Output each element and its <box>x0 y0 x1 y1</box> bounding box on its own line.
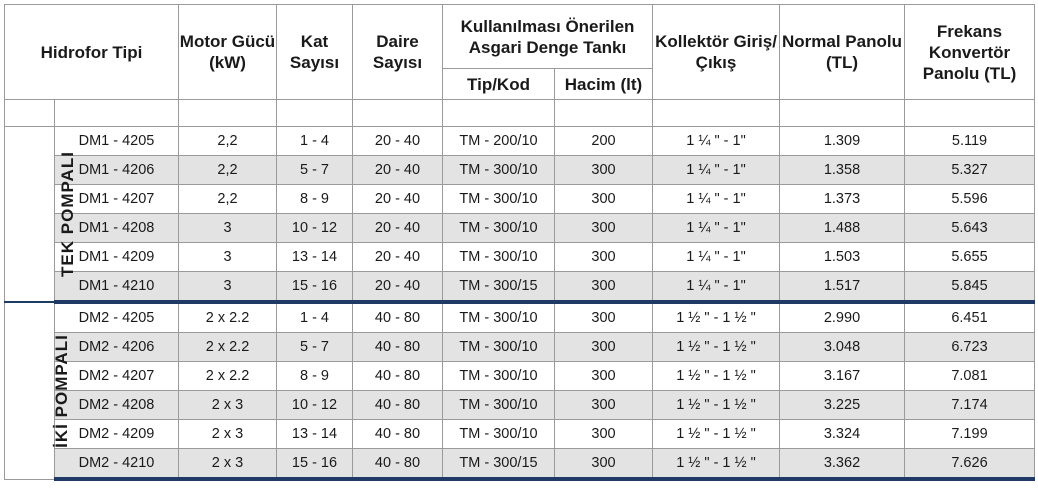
cell-daire: 20 - 40 <box>353 127 443 156</box>
cell-kollektor: 1 ½ " - 1 ½ " <box>653 391 780 420</box>
cell-tank: TM - 300/10 <box>443 362 555 391</box>
header-daire-sayisi: Daire Sayısı <box>353 5 443 100</box>
cell-frekans: 5.327 <box>905 156 1035 185</box>
cell-tip: DM2 - 4208 <box>55 391 179 420</box>
group-label-text: TEK POMPALI <box>57 151 77 277</box>
table-row <box>5 243 1035 272</box>
table-row <box>5 156 1035 185</box>
cell-normal: 3.225 <box>780 391 905 420</box>
cell-kollektor: 1 ½ " - 1 ½ " <box>653 420 780 449</box>
cell-frekans: 6.723 <box>905 333 1035 362</box>
cell-tank: TM - 300/10 <box>443 420 555 449</box>
cell-kollektor: 1 ¼ " - 1" <box>653 156 780 185</box>
cell-normal: 1.358 <box>780 156 905 185</box>
cell-daire: 20 - 40 <box>353 272 443 303</box>
cell-hacim: 300 <box>555 302 653 333</box>
cell-motor: 2,2 <box>179 127 277 156</box>
cell-motor: 3 <box>179 214 277 243</box>
cell-frekans: 7.081 <box>905 362 1035 391</box>
cell-motor: 2 x 2.2 <box>179 333 277 362</box>
group-label-text: İKİ POMPALI <box>51 333 71 448</box>
cell-kollektor: 1 ¼ " - 1" <box>653 272 780 303</box>
cell-hacim: 300 <box>555 420 653 449</box>
cell-tank: TM - 300/10 <box>443 156 555 185</box>
cell-motor: 2,2 <box>179 156 277 185</box>
cell-frekans: 5.845 <box>905 272 1035 303</box>
cell-motor: 3 <box>179 272 277 303</box>
cell-frekans: 7.626 <box>905 449 1035 480</box>
cell-motor: 2 x 2.2 <box>179 362 277 391</box>
cell-normal: 1.517 <box>780 272 905 303</box>
cell-hacim: 300 <box>555 214 653 243</box>
table-row <box>5 127 1035 156</box>
cell-daire: 40 - 80 <box>353 420 443 449</box>
cell-frekans: 5.119 <box>905 127 1035 156</box>
spacer-row <box>5 100 1035 127</box>
cell-hacim: 300 <box>555 185 653 214</box>
table-row <box>5 214 1035 243</box>
cell-frekans: 6.451 <box>905 302 1035 333</box>
cell-hacim: 300 <box>555 362 653 391</box>
table-row <box>5 449 1035 480</box>
cell-kollektor: 1 ¼ " - 1" <box>653 127 780 156</box>
cell-hacim: 300 <box>555 391 653 420</box>
cell-kat: 8 - 9 <box>277 185 353 214</box>
group-label <box>5 302 71 479</box>
header-frekans-panolu: Frekans Konvertör Panolu (TL) <box>905 5 1035 100</box>
cell-kollektor: 1 ½ " - 1 ½ " <box>653 333 780 362</box>
cell-frekans: 5.643 <box>905 214 1035 243</box>
cell-tip: DM2 - 4209 <box>55 420 179 449</box>
cell-motor: 2 x 3 <box>179 420 277 449</box>
cell-tip: DM2 - 4207 <box>55 362 179 391</box>
cell-normal: 2.990 <box>780 302 905 333</box>
cell-kollektor: 1 ½ " - 1 ½ " <box>653 302 780 333</box>
cell-daire: 40 - 80 <box>353 362 443 391</box>
cell-kat: 13 - 14 <box>277 420 353 449</box>
cell-tip: DM1 - 4210 <box>55 272 179 303</box>
cell-kollektor: 1 ½ " - 1 ½ " <box>653 362 780 391</box>
cell-tip: DM1 - 4207 <box>55 185 179 214</box>
cell-tank: TM - 300/15 <box>443 449 555 480</box>
header-tip-kod: Tip/Kod <box>443 69 555 100</box>
cell-daire: 40 - 80 <box>353 391 443 420</box>
cell-daire: 20 - 40 <box>353 214 443 243</box>
table-row <box>5 362 1035 391</box>
header-denge-tanki: Kullanılması Önerilen Asgari Denge Tankı <box>443 5 653 69</box>
cell-kat: 10 - 12 <box>277 214 353 243</box>
cell-kat: 1 - 4 <box>277 127 353 156</box>
cell-tank: TM - 200/10 <box>443 127 555 156</box>
cell-kat: 13 - 14 <box>277 243 353 272</box>
cell-kollektor: 1 ¼ " - 1" <box>653 185 780 214</box>
cell-motor: 2,2 <box>179 185 277 214</box>
cell-frekans: 5.655 <box>905 243 1035 272</box>
cell-tip: DM1 - 4206 <box>55 156 179 185</box>
table-row <box>5 185 1035 214</box>
cell-daire: 20 - 40 <box>353 243 443 272</box>
cell-tank: TM - 300/10 <box>443 302 555 333</box>
cell-kat: 15 - 16 <box>277 272 353 303</box>
cell-kat: 5 - 7 <box>277 333 353 362</box>
cell-tip: DM1 - 4208 <box>55 214 179 243</box>
cell-motor: 2 x 3 <box>179 449 277 480</box>
table-row <box>5 333 1035 362</box>
cell-tank: TM - 300/10 <box>443 243 555 272</box>
cell-daire: 20 - 40 <box>353 185 443 214</box>
cell-tip: DM1 - 4205 <box>55 127 179 156</box>
cell-tank: TM - 300/10 <box>443 391 555 420</box>
cell-hacim: 300 <box>555 449 653 480</box>
cell-hacim: 300 <box>555 156 653 185</box>
cell-kollektor: 1 ¼ " - 1" <box>653 243 780 272</box>
header-motor-gucu: Motor Gücü (kW) <box>179 5 277 100</box>
table-row <box>5 302 1035 333</box>
cell-daire: 40 - 80 <box>353 333 443 362</box>
table-row <box>5 420 1035 449</box>
cell-tank: TM - 300/10 <box>443 214 555 243</box>
cell-hacim: 200 <box>555 127 653 156</box>
cell-tip: DM1 - 4209 <box>55 243 179 272</box>
header-kollektor: Kollektör Giriş/Çıkış <box>653 5 780 100</box>
cell-hacim: 300 <box>555 243 653 272</box>
cell-kollektor: 1 ¼ " - 1" <box>653 214 780 243</box>
cell-kat: 10 - 12 <box>277 391 353 420</box>
cell-daire: 20 - 40 <box>353 156 443 185</box>
header-kat-sayisi: Kat Sayısı <box>277 5 353 100</box>
table-row <box>5 391 1035 420</box>
cell-hacim: 300 <box>555 272 653 303</box>
cell-frekans: 5.596 <box>905 185 1035 214</box>
cell-normal: 3.362 <box>780 449 905 480</box>
cell-normal: 3.324 <box>780 420 905 449</box>
cell-tip: DM2 - 4205 <box>55 302 179 333</box>
cell-kat: 8 - 9 <box>277 362 353 391</box>
cell-motor: 2 x 2.2 <box>179 302 277 333</box>
header-hacim: Hacim (lt) <box>555 69 653 100</box>
cell-daire: 40 - 80 <box>353 449 443 480</box>
table-row <box>5 272 1035 303</box>
cell-kat: 1 - 4 <box>277 302 353 333</box>
header-hidrofor-tipi: Hidrofor Tipi <box>5 5 179 100</box>
cell-motor: 2 x 3 <box>179 391 277 420</box>
header-normal-panolu: Normal Panolu (TL) <box>780 5 905 100</box>
cell-kollektor: 1 ½ " - 1 ½ " <box>653 449 780 480</box>
table-body <box>5 100 1035 480</box>
pump-price-table <box>4 4 1035 481</box>
cell-normal: 3.167 <box>780 362 905 391</box>
cell-normal: 3.048 <box>780 333 905 362</box>
cell-normal: 1.373 <box>780 185 905 214</box>
cell-motor: 3 <box>179 243 277 272</box>
cell-frekans: 7.174 <box>905 391 1035 420</box>
cell-tank: TM - 300/10 <box>443 333 555 362</box>
cell-tank: TM - 300/10 <box>443 185 555 214</box>
cell-tip: DM2 - 4210 <box>55 449 179 480</box>
cell-tank: TM - 300/15 <box>443 272 555 303</box>
cell-hacim: 300 <box>555 333 653 362</box>
cell-tip: DM2 - 4206 <box>55 333 179 362</box>
group-label <box>5 127 77 303</box>
cell-normal: 1.488 <box>780 214 905 243</box>
cell-kat: 5 - 7 <box>277 156 353 185</box>
cell-normal: 1.503 <box>780 243 905 272</box>
cell-daire: 40 - 80 <box>353 302 443 333</box>
cell-normal: 1.309 <box>780 127 905 156</box>
cell-kat: 15 - 16 <box>277 449 353 480</box>
cell-frekans: 7.199 <box>905 420 1035 449</box>
